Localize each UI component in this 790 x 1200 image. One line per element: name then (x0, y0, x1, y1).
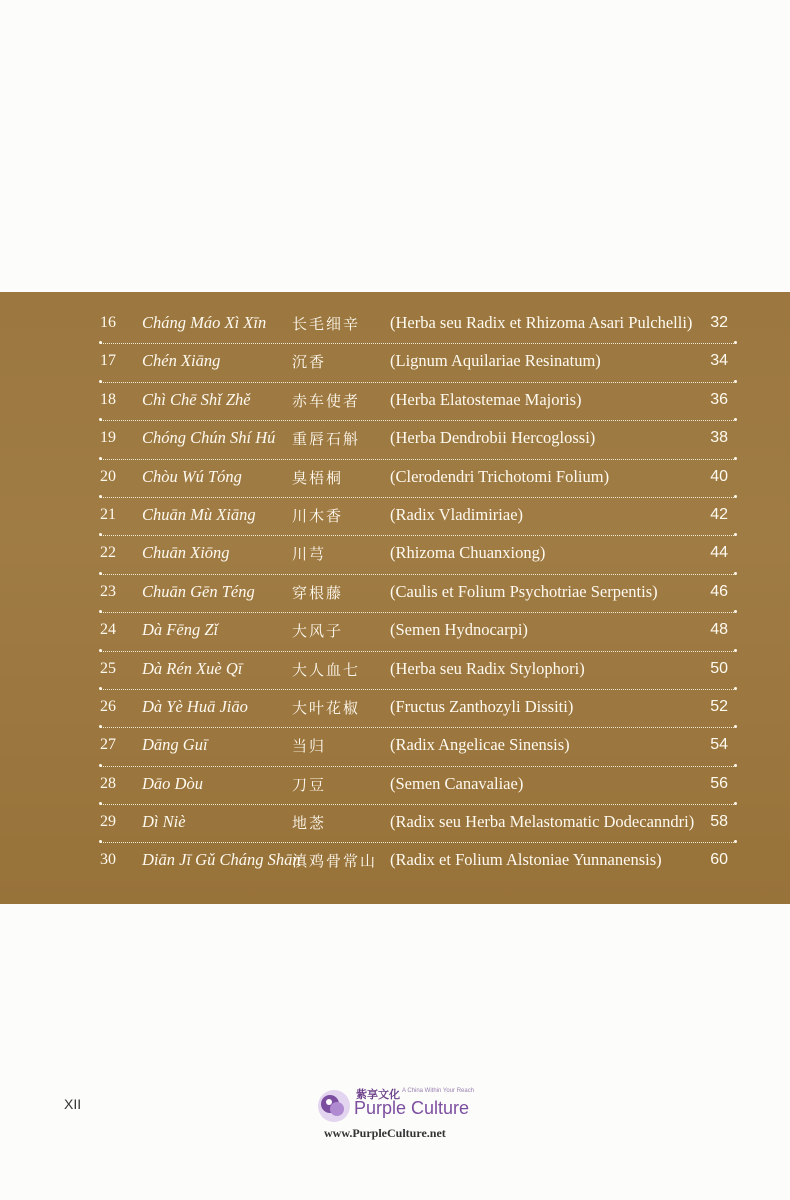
contents-row[interactable] (100, 728, 740, 766)
entry-page: 34 (710, 352, 728, 370)
entry-page: 40 (710, 467, 728, 485)
entry-chinese: 地菍 (292, 814, 327, 833)
entry-page: 60 (710, 851, 728, 869)
entry-pinyin: Diān Jī Gǔ Cháng Shān (142, 850, 301, 870)
contents-row[interactable] (100, 421, 740, 459)
entry-chinese: 重唇石斛 (292, 430, 361, 449)
entry-chinese: 刀豆 (292, 775, 327, 794)
entry-pinyin: Chòu Wú Tóng (142, 466, 242, 486)
entry-pinyin: Chén Xiāng (142, 351, 221, 371)
entry-latin-name: (Semen Canavaliae) (390, 773, 524, 793)
entry-pinyin: Chuān Mù Xiāng (142, 504, 256, 524)
entry-pinyin: Dà Yè Huā Jiāo (142, 696, 248, 716)
entry-latin-name: (Semen Hydnocarpi) (390, 620, 528, 640)
contents-row[interactable] (100, 613, 740, 651)
entry-chinese: 穿根藤 (292, 583, 344, 602)
entry-pinyin: Cháng Máo Xì Xīn (142, 313, 267, 332)
entry-chinese: 大风子 (292, 622, 344, 641)
entry-pinyin: Dì Niè (142, 812, 186, 832)
entry-latin-name: (Caulis et Folium Psychotriae Serpentis) (390, 581, 658, 601)
logo-tagline: A China Within Your Reach (402, 1088, 475, 1094)
entry-latin-name: (Herba seu Radix et Rhizoma Asari Pulchelli) (390, 313, 693, 332)
entry-number: 30 (100, 851, 116, 869)
entry-number: 19 (100, 429, 116, 447)
logo-url[interactable]: www.PurpleCulture.net (324, 1126, 446, 1140)
contents-row[interactable] (100, 498, 740, 536)
entry-number: 22 (100, 544, 116, 562)
contents-list (100, 306, 740, 882)
contents-row[interactable] (100, 575, 740, 613)
entry-latin-name: (Radix et Folium Alstoniae Yunnanensis) (390, 850, 662, 870)
entry-page: 46 (710, 582, 728, 600)
entry-page: 50 (710, 659, 728, 677)
entry-chinese: 沉香 (292, 353, 327, 372)
contents-row[interactable] (100, 843, 740, 881)
entry-latin-name: (Fructus Zanthozyli Dissiti) (390, 696, 574, 716)
entry-page: 48 (710, 621, 728, 639)
logo-chinese-name: 紫享文化 (356, 1088, 400, 1101)
entry-latin-name: (Herba seu Radix Stylophori) (390, 658, 585, 678)
entry-page: 52 (710, 697, 728, 715)
contents-row[interactable] (100, 536, 740, 574)
entry-page: 56 (710, 774, 728, 792)
entry-number: 21 (100, 505, 116, 523)
contents-row[interactable] (100, 652, 740, 690)
entry-pinyin: Dāng Guī (142, 735, 208, 755)
entry-page: 54 (710, 736, 728, 754)
contents-row[interactable] (100, 690, 740, 728)
entry-number: 29 (100, 813, 116, 831)
entry-chinese: 大叶花椒 (292, 698, 361, 717)
entry-chinese: 川芎 (292, 545, 327, 564)
entry-page: 44 (710, 544, 728, 562)
entry-pinyin: Dà Fēng Zǐ (142, 620, 219, 640)
entry-latin-name: (Herba Elatostemae Majoris) (390, 389, 582, 409)
entry-number: 16 (100, 314, 116, 331)
contents-row[interactable] (100, 383, 740, 421)
entry-chinese: 臭梧桐 (292, 468, 344, 487)
contents-row[interactable] (100, 344, 740, 382)
entry-page: 38 (710, 429, 728, 447)
entry-number: 28 (100, 774, 116, 792)
entry-latin-name: (Radix seu Herba Melastomatic Dodecanndri) (390, 812, 695, 832)
entry-chinese: 赤车使者 (292, 391, 361, 410)
entry-chinese: 川木香 (292, 506, 344, 525)
entry-number: 27 (100, 736, 116, 754)
entry-latin-name: (Clerodendri Trichotomi Folium) (390, 466, 610, 486)
entry-page: 58 (710, 813, 728, 831)
entry-number: 20 (100, 467, 116, 485)
entry-latin-name: (Radix Vladimiriae) (390, 504, 524, 524)
entry-latin-name: (Herba Dendrobii Hercoglossi) (390, 428, 596, 448)
contents-row[interactable] (100, 805, 740, 843)
page-number: XII (64, 1096, 82, 1112)
entry-latin-name: (Rhizoma Chuanxiong) (390, 543, 546, 563)
contents-row[interactable] (100, 460, 740, 498)
entry-chinese: 滇鸡骨常山 (292, 852, 378, 871)
contents-row[interactable] (100, 306, 740, 344)
logo-brand: Purple Culture (354, 1098, 470, 1118)
entry-number: 25 (100, 659, 116, 677)
entry-number: 24 (100, 621, 116, 639)
entry-latin-name: (Radix Angelicae Sinensis) (390, 735, 570, 755)
entry-latin-name: (Lignum Aquilariae Resinatum) (390, 351, 601, 371)
entry-page: 36 (710, 390, 728, 408)
entry-chinese: 当归 (292, 737, 327, 756)
entry-pinyin: Chóng Chún Shí Hú (142, 428, 276, 448)
purple-culture-logo-icon (316, 1088, 352, 1124)
entry-pinyin: Dà Rén Xuè Qī (142, 658, 243, 678)
entry-chinese: 长毛细辛 (292, 315, 361, 333)
entry-pinyin: Chì Chē Shǐ Zhě (142, 389, 251, 409)
entry-pinyin: Dāo Dòu (142, 773, 203, 793)
entry-number: 17 (100, 352, 116, 370)
contents-row[interactable] (100, 767, 740, 805)
entry-pinyin: Chuān Gēn Téng (142, 581, 255, 601)
entry-number: 26 (100, 697, 116, 715)
entry-number: 23 (100, 582, 116, 600)
entry-chinese: 大人血七 (292, 660, 361, 679)
entry-page: 32 (710, 314, 728, 331)
entry-pinyin: Chuān Xiōng (142, 543, 230, 563)
entry-page: 42 (710, 505, 728, 523)
publisher-logo[interactable] (316, 1086, 516, 1146)
entry-number: 18 (100, 390, 116, 408)
